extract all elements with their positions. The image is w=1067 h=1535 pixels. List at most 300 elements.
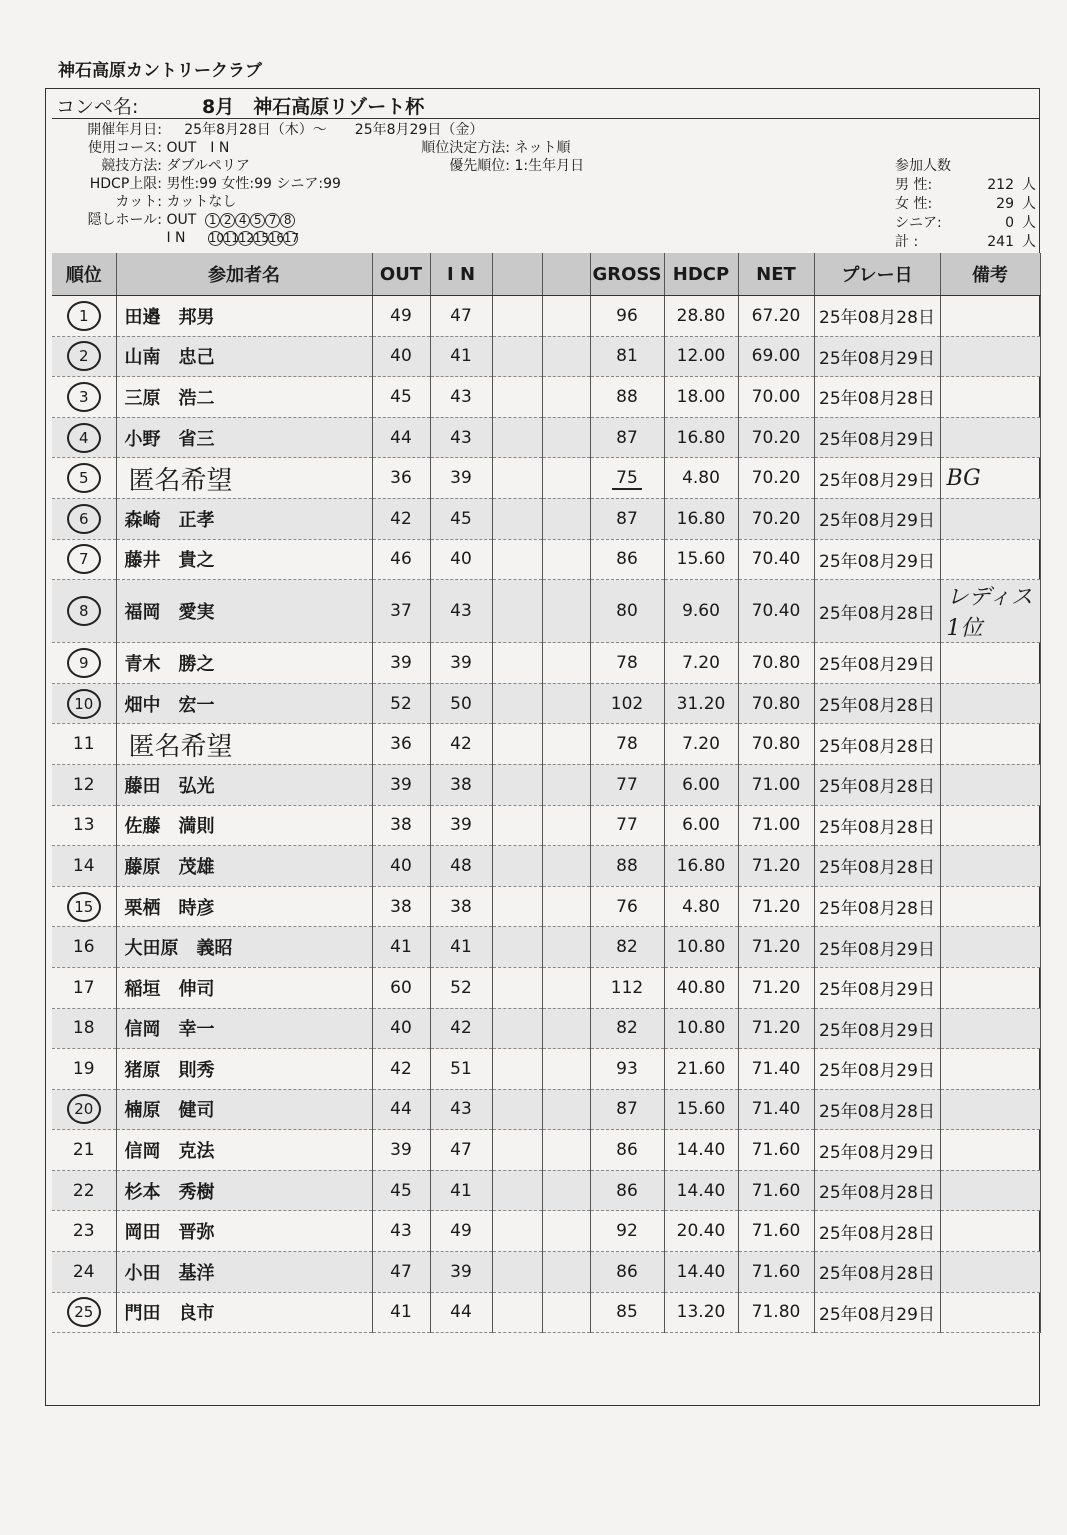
rank-cell: 18 [52, 1008, 116, 1049]
blank-cell [542, 1211, 590, 1252]
gross-score: 88 [590, 377, 664, 418]
blank-cell [492, 498, 542, 539]
player-name: 信岡 克法 [116, 1130, 372, 1171]
in-score: 39 [430, 1252, 492, 1293]
play-date: 25年08月29日 [814, 458, 940, 499]
blank-cell [492, 1170, 542, 1211]
gross-score: 86 [590, 539, 664, 580]
in-score: 41 [430, 927, 492, 968]
date-value: 25年8月28日（木）～ 25年8月29日（金） [184, 122, 484, 138]
column-header: プレー日 [814, 253, 940, 296]
net-score: 71.20 [738, 886, 814, 927]
in-score: 43 [430, 580, 492, 643]
in-score: 47 [430, 296, 492, 337]
gross-score: 77 [590, 805, 664, 846]
player-name: 岡田 晋弥 [116, 1211, 372, 1252]
table-row [52, 377, 1040, 418]
out-score: 41 [372, 1292, 430, 1333]
hidden-hole: 11 [223, 231, 240, 245]
gross-score: 87 [590, 417, 664, 458]
out-score: 43 [372, 1211, 430, 1252]
hidden-hole: 17 [283, 231, 300, 245]
out-score: 42 [372, 1049, 430, 1090]
cut-value: カットなし [166, 194, 237, 210]
table-row [52, 1211, 1040, 1252]
rank-circled: 10 [67, 689, 101, 719]
rank-cell: 11 [52, 724, 116, 765]
rank-cell: 24 [52, 1252, 116, 1293]
gross-score: 93 [590, 1049, 664, 1090]
hdcp-value: 12.00 [664, 336, 738, 377]
play-date: 25年08月28日 [814, 1211, 940, 1252]
blank-cell [542, 846, 590, 887]
blank-cell [492, 1049, 542, 1090]
player-name: 稲垣 伸司 [116, 967, 372, 1008]
note-cell [940, 1089, 1040, 1130]
hdcp-value: 16.80 [664, 498, 738, 539]
participant-row [895, 233, 1040, 252]
net-score: 71.40 [738, 1049, 814, 1090]
rank-cell: 19 [52, 1049, 116, 1090]
in-score: 40 [430, 539, 492, 580]
blank-cell [542, 1252, 590, 1293]
player-name: 匿名希望 [116, 724, 372, 765]
play-date: 25年08月29日 [814, 336, 940, 377]
participant-unit: 人 [1022, 196, 1036, 212]
rank-cell: 22 [52, 1170, 116, 1211]
play-date: 25年08月28日 [814, 846, 940, 887]
column-header: 順位 [52, 253, 116, 296]
player-name: 田邉 邦男 [116, 296, 372, 337]
player-name: 小田 基洋 [116, 1252, 372, 1293]
rank-cell [52, 336, 116, 377]
rank-cell [52, 377, 116, 418]
rank-method-value: ネット順 [514, 140, 571, 156]
table-row [52, 764, 1040, 805]
in-score: 50 [430, 683, 492, 724]
blank-cell [542, 886, 590, 927]
table-row [52, 458, 1040, 499]
table-row [52, 1008, 1040, 1049]
rank-circled: 5 [67, 463, 101, 493]
blank-cell [542, 1170, 590, 1211]
net-score: 67.20 [738, 296, 814, 337]
rank-circled: 3 [67, 382, 101, 412]
gross-score: 77 [590, 764, 664, 805]
note-cell [940, 1130, 1040, 1171]
participant-count: 29 [996, 196, 1014, 212]
out-score: 45 [372, 377, 430, 418]
date-label: 開催年月日: [87, 122, 162, 138]
in-score: 43 [430, 417, 492, 458]
blank-cell [492, 1252, 542, 1293]
play-date: 25年08月28日 [814, 1252, 940, 1293]
out-score: 40 [372, 846, 430, 887]
play-date: 25年08月29日 [814, 1008, 940, 1049]
note-cell: レディス1位 [940, 580, 1040, 643]
table-row [52, 927, 1040, 968]
rank-cell: 17 [52, 967, 116, 1008]
gross-score: 87 [590, 1089, 664, 1130]
rank-cell: 14 [52, 846, 116, 887]
blank-cell [492, 458, 542, 499]
table-row [52, 1252, 1040, 1293]
in-score: 45 [430, 498, 492, 539]
out-score: 39 [372, 643, 430, 684]
rank-cell [52, 458, 116, 499]
play-date: 25年08月28日 [814, 1089, 940, 1130]
blank-cell [542, 417, 590, 458]
hdcp-value: 40.80 [664, 967, 738, 1008]
gross-score: 82 [590, 927, 664, 968]
in-score: 39 [430, 643, 492, 684]
player-name: 福岡 愛実 [116, 580, 372, 643]
blank-cell [542, 683, 590, 724]
blank-cell [542, 336, 590, 377]
hidden-in-holes [208, 230, 298, 246]
net-score: 71.20 [738, 1008, 814, 1049]
table-row [52, 643, 1040, 684]
column-header: OUT [372, 253, 430, 296]
table-row [52, 539, 1040, 580]
gross-score: 102 [590, 683, 664, 724]
player-name: 山南 忠己 [116, 336, 372, 377]
in-score: 47 [430, 1130, 492, 1171]
net-score: 69.00 [738, 336, 814, 377]
priority-value: 1:生年月日 [514, 158, 585, 174]
out-score: 52 [372, 683, 430, 724]
in-score: 38 [430, 886, 492, 927]
out-score: 36 [372, 724, 430, 765]
player-name: 青木 勝之 [116, 643, 372, 684]
participant-row [895, 195, 1040, 214]
hidden-hole: 1 [205, 213, 220, 228]
out-score: 39 [372, 1130, 430, 1171]
blank-cell [492, 336, 542, 377]
table-row [52, 805, 1040, 846]
table-row [52, 498, 1040, 539]
blank-cell [542, 764, 590, 805]
table-row [52, 296, 1040, 337]
column-header: HDCP [664, 253, 738, 296]
play-date: 25年08月28日 [814, 724, 940, 765]
gross-score: 86 [590, 1170, 664, 1211]
rank-cell [52, 1089, 116, 1130]
competition-header [52, 90, 1040, 119]
participants-title: 参加人数 [895, 158, 951, 174]
play-date: 25年08月29日 [814, 643, 940, 684]
info-middle [385, 139, 584, 175]
competition-name: 8月 神石高原リゾート杯 [202, 96, 425, 118]
out-score: 44 [372, 1089, 430, 1130]
blank-cell [542, 1089, 590, 1130]
table-row [52, 1049, 1040, 1090]
blank-cell [542, 1130, 590, 1171]
blank-cell [542, 377, 590, 418]
in-score: 51 [430, 1049, 492, 1090]
play-date: 25年08月28日 [814, 296, 940, 337]
hdcp-value: 14.40 [664, 1252, 738, 1293]
note-cell [940, 927, 1040, 968]
note-cell [940, 846, 1040, 887]
table-row [52, 336, 1040, 377]
table-header [52, 253, 1040, 296]
net-score: 71.60 [738, 1130, 814, 1171]
blank-cell [492, 1089, 542, 1130]
gross-score: 85 [590, 1292, 664, 1333]
blank-cell [492, 1211, 542, 1252]
rank-circled: 20 [67, 1094, 101, 1124]
blank-cell [492, 377, 542, 418]
rank-circled: 6 [67, 504, 101, 534]
net-score: 70.40 [738, 580, 814, 643]
blank-cell [542, 498, 590, 539]
hidden-label: 隠しホール: [87, 212, 162, 228]
player-name: 藤井 貴之 [116, 539, 372, 580]
blank-cell [492, 683, 542, 724]
net-score: 71.20 [738, 927, 814, 968]
in-score: 41 [430, 1170, 492, 1211]
player-name: 大田原 義昭 [116, 927, 372, 968]
rank-cell [52, 539, 116, 580]
in-score: 49 [430, 1211, 492, 1252]
net-score: 70.80 [738, 724, 814, 765]
gross-score: 87 [590, 498, 664, 539]
participant-count: 212 [987, 177, 1014, 193]
play-date: 25年08月28日 [814, 683, 940, 724]
blank-cell [492, 417, 542, 458]
participant-label: 計 : [895, 234, 919, 250]
rank-circled: 25 [67, 1297, 101, 1327]
play-date: 25年08月29日 [814, 1130, 940, 1171]
note-cell [940, 1170, 1040, 1211]
results-table [52, 253, 1041, 1333]
blank-cell [492, 296, 542, 337]
rank-cell [52, 1292, 116, 1333]
participant-unit: 人 [1022, 215, 1036, 231]
player-name: 杉本 秀樹 [116, 1170, 372, 1211]
blank-cell [492, 886, 542, 927]
gross-underlined: 75 [612, 468, 642, 490]
cut-label: カット: [115, 194, 162, 210]
column-header: NET [738, 253, 814, 296]
gross-score: 78 [590, 724, 664, 765]
gross-score: 96 [590, 296, 664, 337]
blank-cell [492, 724, 542, 765]
net-score: 70.40 [738, 539, 814, 580]
hidden-hole: 4 [235, 213, 250, 228]
net-score: 70.00 [738, 377, 814, 418]
rank-cell: 12 [52, 764, 116, 805]
table-row [52, 1170, 1040, 1211]
out-score: 40 [372, 336, 430, 377]
gross-score: 78 [590, 643, 664, 684]
play-date: 25年08月28日 [814, 580, 940, 643]
method-label: 競技方法: [101, 158, 162, 174]
player-name: 小野 省三 [116, 417, 372, 458]
note-cell: BG [940, 458, 1040, 499]
blank-cell [492, 927, 542, 968]
rank-cell [52, 683, 116, 724]
participant-label: シニア: [895, 215, 942, 231]
player-name: 猪原 則秀 [116, 1049, 372, 1090]
method-value: ダブルペリア [166, 158, 250, 174]
out-score: 39 [372, 764, 430, 805]
blank-cell [542, 580, 590, 643]
hdcp-value: 6.00 [664, 805, 738, 846]
column-header [542, 253, 590, 296]
in-score: 44 [430, 1292, 492, 1333]
note-cell [940, 1252, 1040, 1293]
net-score: 71.40 [738, 1089, 814, 1130]
out-score: 36 [372, 458, 430, 499]
table-row [52, 580, 1040, 643]
play-date: 25年08月28日 [814, 1170, 940, 1211]
hdcp-value: 15.60 [664, 1089, 738, 1130]
out-score: 60 [372, 967, 430, 1008]
hdcp-value: 4.80 [664, 886, 738, 927]
note-cell [940, 377, 1040, 418]
gross-score: 112 [590, 967, 664, 1008]
blank-cell [542, 967, 590, 1008]
blank-cell [542, 724, 590, 765]
net-score: 71.00 [738, 764, 814, 805]
participant-counts [895, 157, 1040, 252]
note-cell [940, 643, 1040, 684]
blank-cell [492, 1130, 542, 1171]
table-row [52, 1130, 1040, 1171]
in-score: 42 [430, 1008, 492, 1049]
rank-cell [52, 296, 116, 337]
hdcp-value: 9.60 [664, 580, 738, 643]
hdcp-label: HDCP上限: [89, 176, 162, 192]
blank-cell [542, 1292, 590, 1333]
competition-label: コンペ名: [56, 96, 139, 118]
rank-cell [52, 886, 116, 927]
out-score: 38 [372, 805, 430, 846]
net-score: 71.20 [738, 967, 814, 1008]
rank-circled: 2 [67, 341, 101, 371]
hidden-hole: 16 [268, 231, 285, 245]
play-date: 25年08月28日 [814, 764, 940, 805]
rank-cell: 16 [52, 927, 116, 968]
note-cell [940, 296, 1040, 337]
in-score: 52 [430, 967, 492, 1008]
hidden-hole: 2 [220, 213, 235, 228]
out-score: 46 [372, 539, 430, 580]
hdcp-value: 16.80 [664, 846, 738, 887]
hdcp-value: 28.80 [664, 296, 738, 337]
blank-cell [492, 805, 542, 846]
note-cell [940, 498, 1040, 539]
gross-score: 76 [590, 886, 664, 927]
note-cell [940, 1292, 1040, 1333]
blank-cell [492, 580, 542, 643]
gross-score: 86 [590, 1130, 664, 1171]
note-cell [940, 539, 1040, 580]
club-name: 神石高原カントリークラブ [58, 61, 262, 81]
hidden-out-holes [205, 212, 295, 228]
hdcp-value: 10.80 [664, 1008, 738, 1049]
note-cell [940, 683, 1040, 724]
participant-label: 男 性: [895, 177, 933, 193]
player-name: 門田 良市 [116, 1292, 372, 1333]
out-score: 40 [372, 1008, 430, 1049]
participant-count: 241 [987, 234, 1014, 250]
note-cell [940, 1211, 1040, 1252]
out-score: 42 [372, 498, 430, 539]
blank-cell [492, 1292, 542, 1333]
note-cell [940, 1008, 1040, 1049]
net-score: 71.60 [738, 1211, 814, 1252]
column-header: I N [430, 253, 492, 296]
out-score: 41 [372, 927, 430, 968]
table-row [52, 967, 1040, 1008]
play-date: 25年08月29日 [814, 498, 940, 539]
hidden-hole: 10 [208, 231, 225, 245]
hidden-in-label: I N [166, 230, 186, 246]
note-cell [940, 1049, 1040, 1090]
gross-score: 81 [590, 336, 664, 377]
player-name: 信岡 幸一 [116, 1008, 372, 1049]
rank-circled: 4 [67, 423, 101, 453]
rank-cell: 13 [52, 805, 116, 846]
net-score: 70.20 [738, 458, 814, 499]
in-score: 43 [430, 1089, 492, 1130]
rank-circled: 1 [67, 301, 101, 331]
hdcp-value: 10.80 [664, 927, 738, 968]
participant-row [895, 214, 1040, 233]
in-score: 42 [430, 724, 492, 765]
in-score: 48 [430, 846, 492, 887]
blank-cell [542, 1008, 590, 1049]
blank-cell [542, 458, 590, 499]
hdcp-value: 7.20 [664, 724, 738, 765]
play-date: 25年08月29日 [814, 1292, 940, 1333]
blank-cell [542, 296, 590, 337]
blank-cell [542, 1049, 590, 1090]
play-date: 25年08月28日 [814, 886, 940, 927]
note-cell [940, 764, 1040, 805]
play-date: 25年08月29日 [814, 967, 940, 1008]
gross-score: 88 [590, 846, 664, 887]
play-date: 25年08月29日 [814, 927, 940, 968]
note-cell [940, 886, 1040, 927]
note-cell [940, 336, 1040, 377]
participant-unit: 人 [1022, 234, 1036, 250]
rank-circled: 7 [67, 544, 101, 574]
column-header: 参加者名 [116, 253, 372, 296]
rank-cell: 23 [52, 1211, 116, 1252]
hdcp-value: 20.40 [664, 1211, 738, 1252]
gross-score: 82 [590, 1008, 664, 1049]
net-score: 71.80 [738, 1292, 814, 1333]
blank-cell [492, 539, 542, 580]
hdcp-value: 14.40 [664, 1130, 738, 1171]
out-score: 45 [372, 1170, 430, 1211]
participant-count: 0 [1005, 215, 1014, 231]
net-score: 71.20 [738, 846, 814, 887]
play-date: 25年08月29日 [814, 539, 940, 580]
in-score: 43 [430, 377, 492, 418]
out-score: 38 [372, 886, 430, 927]
player-name: 楠原 健司 [116, 1089, 372, 1130]
in-score: 41 [430, 336, 492, 377]
table-row [52, 683, 1040, 724]
course-value: OUT I N [166, 140, 230, 156]
hdcp-value: 21.60 [664, 1049, 738, 1090]
net-score: 70.80 [738, 683, 814, 724]
